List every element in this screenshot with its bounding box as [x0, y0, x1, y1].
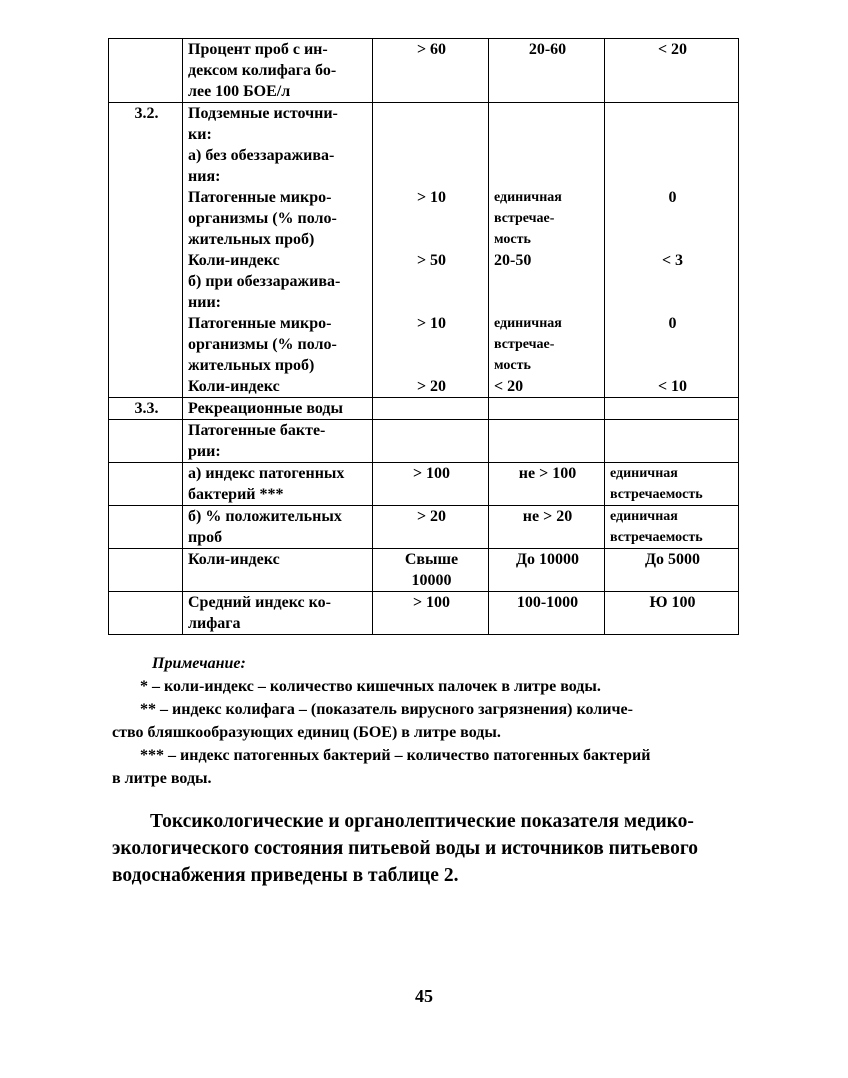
cell-line: [494, 398, 601, 419]
cell-line: не > 20: [522, 508, 573, 525]
cell-line: Средний индекс ко-: [188, 594, 331, 611]
cell-line: [494, 103, 601, 124]
table-cell-c3: [605, 398, 739, 420]
table-cell-num: [109, 463, 183, 506]
cell-line: дексом колифага бо-: [188, 62, 337, 79]
table-row: [109, 463, 739, 506]
cell-line: < 20: [657, 41, 688, 58]
cell-line: [378, 398, 485, 419]
cell-line: единичная: [610, 509, 678, 524]
note-2-line-2: ство бляшкообразующих единиц (БОЕ) в литре воды.: [112, 724, 501, 741]
cell-line: [378, 292, 485, 313]
cell-line: Рекреационные воды: [188, 400, 344, 417]
note-3-line-1: *** – индекс патогенных бактерий – количество патогенных бактерий: [140, 747, 651, 764]
table-row: [109, 592, 739, 635]
cell-line: > 100: [412, 465, 451, 482]
cell-line: [610, 166, 735, 187]
cell-line: Ю 100: [649, 594, 696, 611]
table-cell-c2: [489, 103, 605, 398]
table-cell-c3: [605, 592, 739, 635]
cell-line: встречаемость: [610, 530, 703, 545]
cell-line: [378, 103, 485, 124]
table-cell-c2: [489, 506, 605, 549]
cell-line: [610, 292, 735, 313]
table-cell-c3: [605, 463, 739, 506]
cell-line: мость: [494, 232, 531, 247]
cell-line: > 50: [416, 252, 447, 269]
table-cell-c2: [489, 420, 605, 463]
cell-line: Патогенные микро-: [188, 315, 332, 332]
table-cell-c3: [605, 39, 739, 103]
cell-line: мость: [494, 358, 531, 373]
cell-line: > 10: [416, 315, 447, 332]
cell-line: [114, 592, 179, 613]
cell-line: [494, 271, 601, 292]
cell-line: встречае-: [494, 337, 555, 352]
table-cell-c2: [489, 398, 605, 420]
cell-line: 10000: [411, 572, 452, 589]
cell-line: Подземные источни-: [188, 105, 338, 122]
cell-line: [494, 145, 601, 166]
cell-line: ки:: [188, 126, 212, 143]
table-cell-num: [109, 592, 183, 635]
cell-line: б) % положительных: [188, 508, 342, 525]
cell-line: Патогенные микро-: [188, 189, 332, 206]
cell-line: [610, 208, 735, 229]
cell-line: 20-60: [528, 41, 567, 58]
cell-line: [378, 355, 485, 376]
cell-line: > 10: [416, 189, 447, 206]
cell-line: проб: [188, 529, 223, 546]
cell-line: [494, 166, 601, 187]
cell-line: < 20: [494, 378, 524, 395]
cell-line: [610, 229, 735, 250]
cell-line: 0: [668, 315, 677, 332]
cell-line: нии:: [188, 294, 221, 311]
table-cell-num: [109, 506, 183, 549]
cell-line: лифага: [188, 615, 241, 632]
cell-line: единичная: [494, 190, 562, 205]
cell-line: жительных проб): [188, 357, 315, 374]
table-cell-num: [109, 420, 183, 463]
table-row: [109, 420, 739, 463]
cell-line: [494, 420, 601, 441]
table-cell-ind: [183, 506, 373, 549]
cell-line: [610, 124, 735, 145]
table-cell-c1: [373, 39, 489, 103]
cell-line: [494, 292, 601, 313]
table-cell-c1: [373, 398, 489, 420]
cell-line: Свыше: [404, 551, 459, 568]
body-line-1: Токсикологические и органолептические показателя медико-: [150, 811, 694, 832]
cell-line: единичная: [610, 466, 678, 481]
cell-line: Патогенные бакте-: [188, 422, 326, 439]
cell-line: [378, 334, 485, 355]
cell-line: [610, 334, 735, 355]
cell-line: 3.3.: [134, 400, 159, 417]
cell-line: а) без обеззаражива-: [188, 147, 335, 164]
cell-line: < 3: [661, 252, 684, 269]
table-cell-num: [109, 103, 183, 398]
cell-line: жительных проб): [188, 231, 315, 248]
table-cell-c2: [489, 592, 605, 635]
body-line-3: водоснабжения приведены в таблице 2.: [112, 865, 459, 886]
cell-line: встречае-: [494, 211, 555, 226]
table-cell-num: [109, 39, 183, 103]
table-cell-ind: [183, 420, 373, 463]
cell-line: [610, 103, 735, 124]
table-cell-ind: [183, 103, 373, 398]
table-row: [109, 506, 739, 549]
table-row: [109, 549, 739, 592]
cell-line: До 5000: [644, 551, 700, 568]
body-line-2: экологического состояния питьевой воды и источников питьевого: [112, 838, 698, 859]
cell-line: рии:: [188, 443, 221, 460]
cell-line: > 20: [416, 508, 447, 525]
table-cell-c3: [605, 506, 739, 549]
table-cell-c2: [489, 39, 605, 103]
cell-line: единичная: [494, 316, 562, 331]
body-paragraph: [112, 808, 732, 889]
table-cell-ind: [183, 39, 373, 103]
cell-line: б) при обеззаражива-: [188, 273, 341, 290]
cell-line: Коли-индекс: [188, 551, 280, 568]
cell-line: [610, 398, 735, 419]
table-body: [109, 39, 739, 635]
cell-line: [378, 229, 485, 250]
table-cell-c3: [605, 549, 739, 592]
cell-line: организмы (% поло-: [188, 336, 337, 353]
cell-line: 0: [668, 189, 677, 206]
cell-line: < 10: [657, 378, 688, 395]
cell-line: [114, 39, 179, 60]
table-cell-c1: [373, 549, 489, 592]
cell-line: [378, 271, 485, 292]
cell-line: [378, 420, 485, 441]
cell-line: > 20: [416, 378, 447, 395]
cell-line: организмы (% поло-: [188, 210, 337, 227]
note-1: * – коли-индекс – количество кишечных палочек в литре воды.: [140, 678, 601, 695]
table-cell-num: [109, 398, 183, 420]
table-cell-ind: [183, 549, 373, 592]
cell-line: > 60: [416, 41, 447, 58]
table-cell-ind: [183, 398, 373, 420]
table-cell-num: [109, 549, 183, 592]
cell-line: 20-50: [494, 252, 532, 269]
cell-line: [378, 208, 485, 229]
cell-line: а) индекс патогенных: [188, 465, 345, 482]
cell-line: [378, 124, 485, 145]
table-cell-c2: [489, 463, 605, 506]
cell-line: [114, 506, 179, 527]
cell-line: [114, 463, 179, 484]
table-cell-c1: [373, 463, 489, 506]
table-row: [109, 103, 739, 398]
table-row: [109, 398, 739, 420]
cell-line: До 10000: [515, 551, 579, 568]
cell-line: [610, 145, 735, 166]
cell-line: бактерий ***: [188, 486, 284, 503]
table-cell-c1: [373, 592, 489, 635]
table-cell-ind: [183, 592, 373, 635]
cell-line: [378, 166, 485, 187]
page-number: 45: [415, 986, 433, 1006]
cell-line: Процент проб с ин-: [188, 41, 328, 58]
cell-line: Коли-индекс: [188, 378, 280, 395]
cell-line: ния:: [188, 168, 221, 185]
cell-line: Коли-индекс: [188, 252, 280, 269]
table-cell-c1: [373, 506, 489, 549]
cell-line: 3.2.: [134, 105, 159, 122]
cell-line: [610, 420, 735, 441]
cell-line: 100-1000: [516, 594, 579, 611]
cell-line: [378, 145, 485, 166]
table-cell-c1: [373, 420, 489, 463]
table-cell-ind: [183, 463, 373, 506]
cell-line: [114, 420, 179, 441]
table-cell-c3: [605, 420, 739, 463]
cell-line: > 100: [412, 594, 451, 611]
cell-line: встречаемость: [610, 487, 703, 502]
cell-line: [610, 355, 735, 376]
cell-line: не > 100: [518, 465, 577, 482]
notes-title: Примечание:: [152, 655, 246, 672]
note-2-line-1: ** – индекс колифага – (показатель вирусного загрязнения) количе-: [140, 701, 633, 718]
notes-section: [112, 652, 732, 790]
cell-line: [114, 549, 179, 570]
table-cell-c3: [605, 103, 739, 398]
cell-line: лее 100 БОЕ/л: [188, 83, 291, 100]
cell-line: [494, 124, 601, 145]
cell-line: [610, 271, 735, 292]
table-cell-c1: [373, 103, 489, 398]
water-quality-table: [108, 38, 739, 635]
table-row: [109, 39, 739, 103]
note-3-line-2: в литре воды.: [112, 770, 212, 787]
table-cell-c2: [489, 549, 605, 592]
